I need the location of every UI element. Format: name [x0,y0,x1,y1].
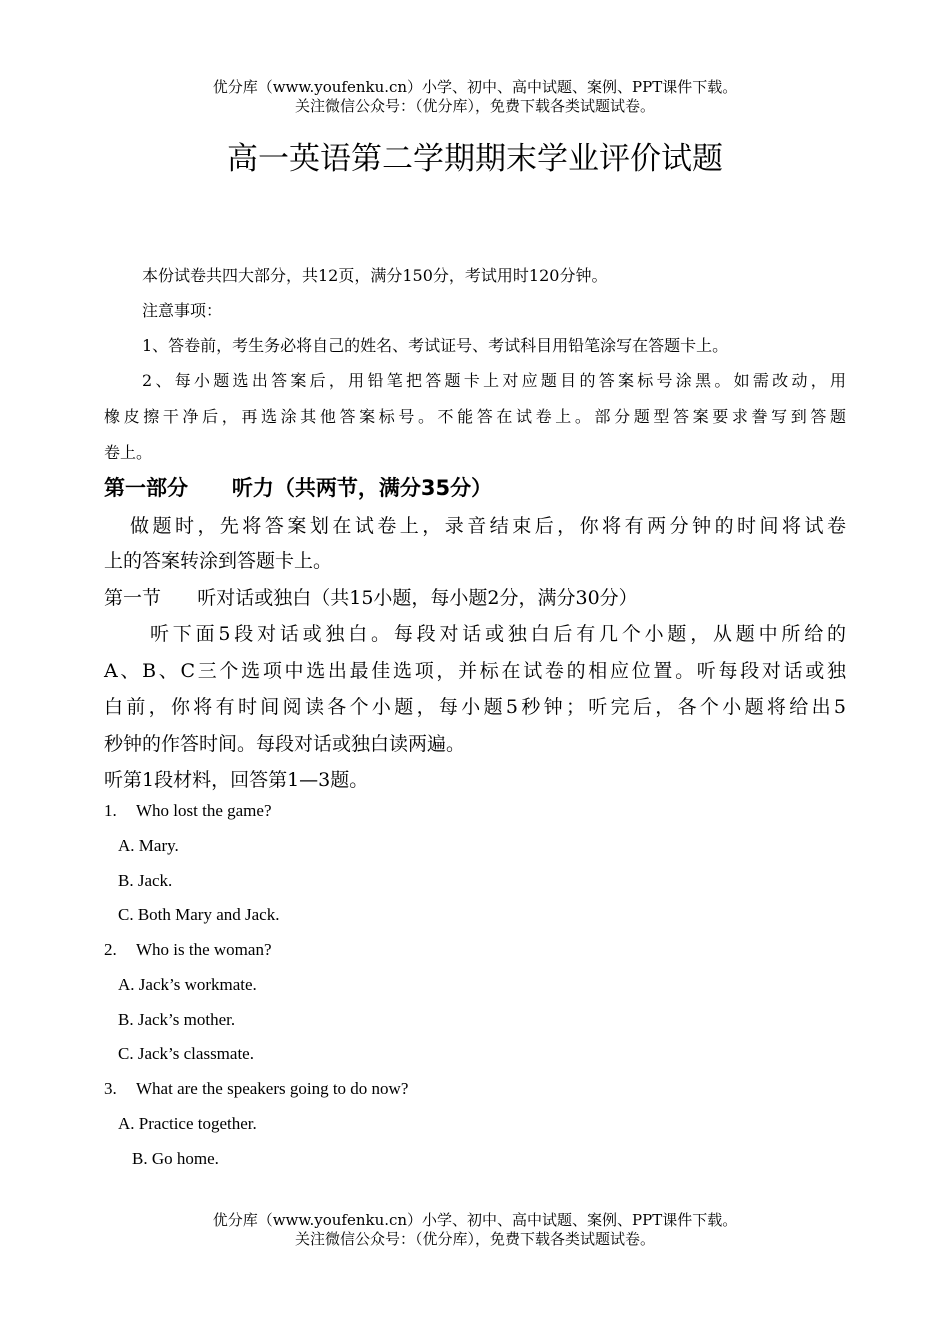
section1-line-3: 白前，你将有时间阅读各个小题，每小题5秒钟；听完后，各个小题将给出5 [104,696,846,718]
question-number: 3. [104,1079,117,1098]
question-number: 2. [104,940,117,959]
part1-desc-line-1: 做题时，先将答案划在试卷上，录音结束后，你将有两分钟的时间将试卷 [130,515,846,537]
part1-heading: 第一部分 听力（共两节，满分35分） [104,476,493,500]
option-a: A. Mary. [118,836,179,855]
question-text: Who is the woman? [136,940,272,959]
section1-line-1: 听下面5段对话或独白。每段对话或独白后有几个小题，从题中所给的 [150,623,846,645]
option-c: C. Jack’s classmate. [118,1044,254,1063]
note-1: 1、答卷前，考生务必将自己的姓名、考试证号、考试科目用铅笔涂写在答题卡上。 [142,336,729,355]
option-a: A. Jack’s workmate. [118,975,257,994]
header-line-2: 关注微信公众号：（优分库），免费下载各类试题试卷。 [294,97,655,115]
footer-line-2: 关注微信公众号：（优分库），免费下载各类试题试卷。 [294,1230,655,1248]
option-b: B. Jack. [118,871,173,890]
section1-line-4: 秒钟的作答时间。每段对话或独白读两遍。 [104,733,466,755]
question-text: Who lost the game? [136,801,272,820]
note-2-line-1: 2、每小题选出答案后，用铅笔把答题卡上对应题目的答案标号涂黑。如需改动，用 [142,371,846,390]
option-b: B. Jack’s mother. [118,1010,236,1029]
option-b: B. Go home. [132,1149,219,1168]
part1-desc-line-2: 上的答案转涂到答题卡上。 [104,550,333,572]
header-line-1: 优分库（www.youfenku.cn）小学、初中、高中试题、案例、PPT课件下载。 [212,78,738,96]
section1-heading: 第一节 听对话或独白（共15小题，每小题2分，满分30分） [104,587,638,609]
note-2-line-3: 卷上。 [104,443,153,462]
material-1-label: 听第1段材料，回答第1—3题。 [104,769,369,791]
intro-text: 本份试卷共四大部分，共12页，满分150分，考试用时120分钟。 [142,266,608,285]
notes-label: 注意事项： [142,301,223,320]
section1-line-2: A、B、C三个选项中选出最佳选项，并标在试卷的相应位置。听每段对话或独 [104,660,846,682]
question-text: What are the speakers going to do now? [136,1079,409,1098]
note-2-line-2: 橡皮擦干净后，再选涂其他答案标号。不能答在试卷上。部分题型答案要求誊写到答题 [104,407,846,426]
option-a: A. Practice together. [118,1114,257,1133]
footer-line-1: 优分库（www.youfenku.cn）小学、初中、高中试题、案例、PPT课件下载。 [212,1211,738,1229]
question-number: 1. [104,801,117,820]
option-c: C. Both Mary and Jack. [118,905,280,924]
page-title: 高一英语第二学期期末学业评价试题 [227,141,723,177]
